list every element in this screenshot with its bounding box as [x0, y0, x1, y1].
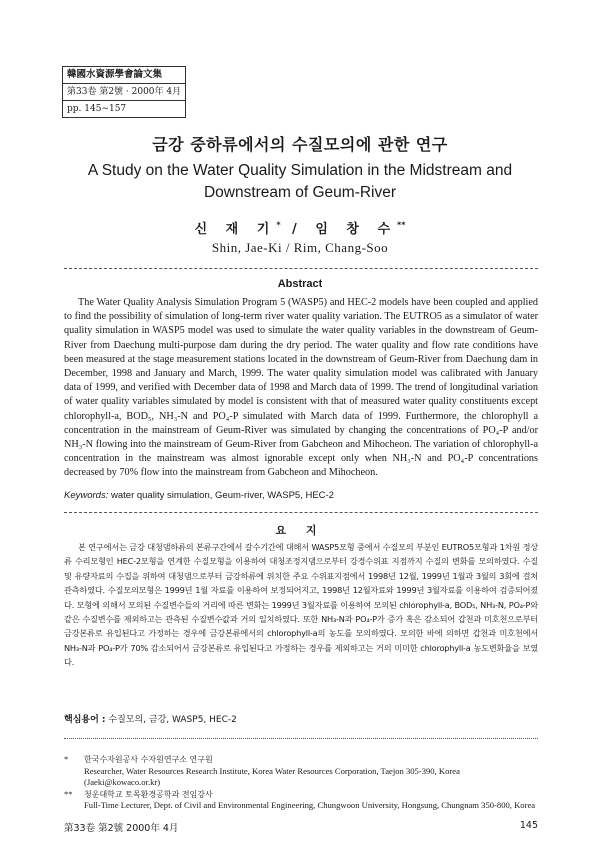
- keywords-label: Keywords:: [64, 490, 109, 501]
- journal-name: 韓國水資源學會論文集: [63, 67, 185, 84]
- author2-mark: **: [397, 220, 406, 230]
- divider-footnotes: [64, 738, 538, 739]
- journal-info-box: [62, 66, 186, 118]
- author2-name-korean: 임 창 수: [315, 222, 398, 237]
- footnote-2-english: Full-Time Lecturer, Dept. of Civil and Environmental Engineering, Chungwoon University, Hongsung, Chungnam 350-800, Korea: [84, 800, 536, 811]
- korean-keywords-line: [64, 712, 538, 725]
- paper-title-english-line2: Downstream of Geum-River: [203, 184, 397, 201]
- page-number: 145: [519, 820, 538, 831]
- journal-pages: pp. 145∼157: [67, 104, 127, 114]
- paper-title-korean: 금강 중하류에서의 수질모의에 관한 연구: [152, 135, 448, 154]
- korean-abstract-text: 본 연구에서는 금강 대청댐하류의 본류구간에서 갈수기간에 대해서 WASP5모형 중에서 수질모의 부분인 EUTRO5모형과 1차원 정상류 수리모형인 HEC-2모형을 연계한 수질모형을 이용하여 대청조정지댐으로부터 강경수위표 지점까지 수질의 변화를 모의하였다. 수질 및 유량자료의 수집을 위하여 대청댐으로부터 금강하류에 위치한 주요 수위표지점에서 1998년 12월, 1999년 1월과 3월의 3회에 걸쳐 관측하였다. 수질모의모형은 1999년 1월 자료를 이용하여 보정되어지고, 1998년 12월자료와 1999년 3월자료를 이용하여 검증되어졌다. 모형에 의해서 모의된 수질변수들의 거리에 따른 변화는 1999년 3월자료를 이용하여 모의된 chlorophyll-a, BOD₅, NH₃-N, PO₄-P와 같은 수질변수를 제외하고는 관측된 수질변수값과 거의 일치하였다. 또한 NH₃-N과 PO₄-P가 증가 혹은 감소되어 갑천과 미호천으로부터 금강본류로 유입된다고 가정하는 경우에 금강본류에서의 chlorophyll-a의 농도를 모의하였다. 모의한 바에 의하면 갑천과 미호천에서 NH₃-N과 PO₄-P가 70% 감소되어서 금강본류로 유입된다고 가정하는 경우를 제외하고는 거의 미미한 chlorophyll-a 농도변화율을 보였다.: [64, 542, 538, 668]
- divider-middle: [64, 512, 538, 513]
- footnote-2: [64, 789, 538, 812]
- korean-abstract-heading: 요 지: [275, 524, 325, 537]
- paper-title-english: [0, 160, 600, 204]
- authors-korean: [0, 218, 600, 237]
- abstract-heading: Abstract: [277, 278, 323, 290]
- journal-volume: 第33卷 第2號 · 2000年 4月: [63, 84, 185, 101]
- author-separator: /: [292, 222, 304, 237]
- footnote-2-korean: 청운대학교 토목환경공학과 전임강사: [84, 789, 213, 799]
- footnote-1-korean: 한국수자원공사 수자원연구소 연구원: [84, 755, 213, 764]
- korean-keywords-label: 핵심용어 :: [64, 715, 106, 725]
- keywords-line: [64, 490, 538, 501]
- abstract-text: The Water Quality Analysis Simulation Program 5 (WASP5) and HEC-2 models have been coupled and applied to find the possibility of simulation of long-term river water quality variation. The EUTRO5 as a simulator of water quality simulation in WASP5 model was used to simulate the water quality variables in the downstream of Geum-River from Daechung multi-purpose dam during the dry period. The water quality and flow rate conditions have been measured at the stage measurement stations located in the downstream of Geum-River from Daechung dam in December, 1998 and January and March, 1999. The water quality simulation model was calibrated with January data of 1999, and verified with December data of 1998 and March data of 1999. The trend of longitudinal variation of water quality variables simulated by model is consistent with that of measured water quality constituents except chlorophyll-a, BOD₅, NH₃-N and PO₄-P simulated with March data of 1999. Furthermore, the chlorophyll a concentration in the mainstream of Geum-River was simulated by changing the concentrations of PO₄-P and/or NH₃-N flowing into the mainstream of Geum-River from Gabcheon and Mihocheon. The variation of chlorophyll-a concentration in the mainstream was almost ignorable except only when NH₃-N and PO₄-P concentrations decreased by 70% flow into the mainstream from Gabcheon and Mihocheon.: [64, 297, 538, 479]
- footnote-1-mark: *: [64, 754, 69, 764]
- keywords-value: water quality simulation, Geum-river, WASP5, HEC-2: [111, 490, 334, 501]
- footnotes: [64, 754, 538, 812]
- footnote-1-english: Researcher, Water Resources Research Institute, Korea Water Resources Corporation, Taejon 305-390, Korea (Jaeki@kowaco.or.kr): [84, 765, 460, 788]
- paper-title-english-line1: A Study on the Water Quality Simulation in the Midstream and: [87, 162, 513, 179]
- footnote-2-mark: **: [64, 788, 73, 799]
- authors-english: Shin, Jae-Ki / Rim, Chang-Soo: [211, 240, 389, 255]
- footer-journal-issue: 第33卷 第2號 2000年 4月: [64, 823, 179, 834]
- korean-keywords-value: 수질모의, 금강, WASP5, HEC-2: [108, 715, 237, 725]
- divider-top: [64, 268, 538, 269]
- author1-mark: *: [276, 220, 281, 230]
- author1-name-korean: 신 재 기: [194, 222, 277, 237]
- footnote-1: [64, 754, 538, 789]
